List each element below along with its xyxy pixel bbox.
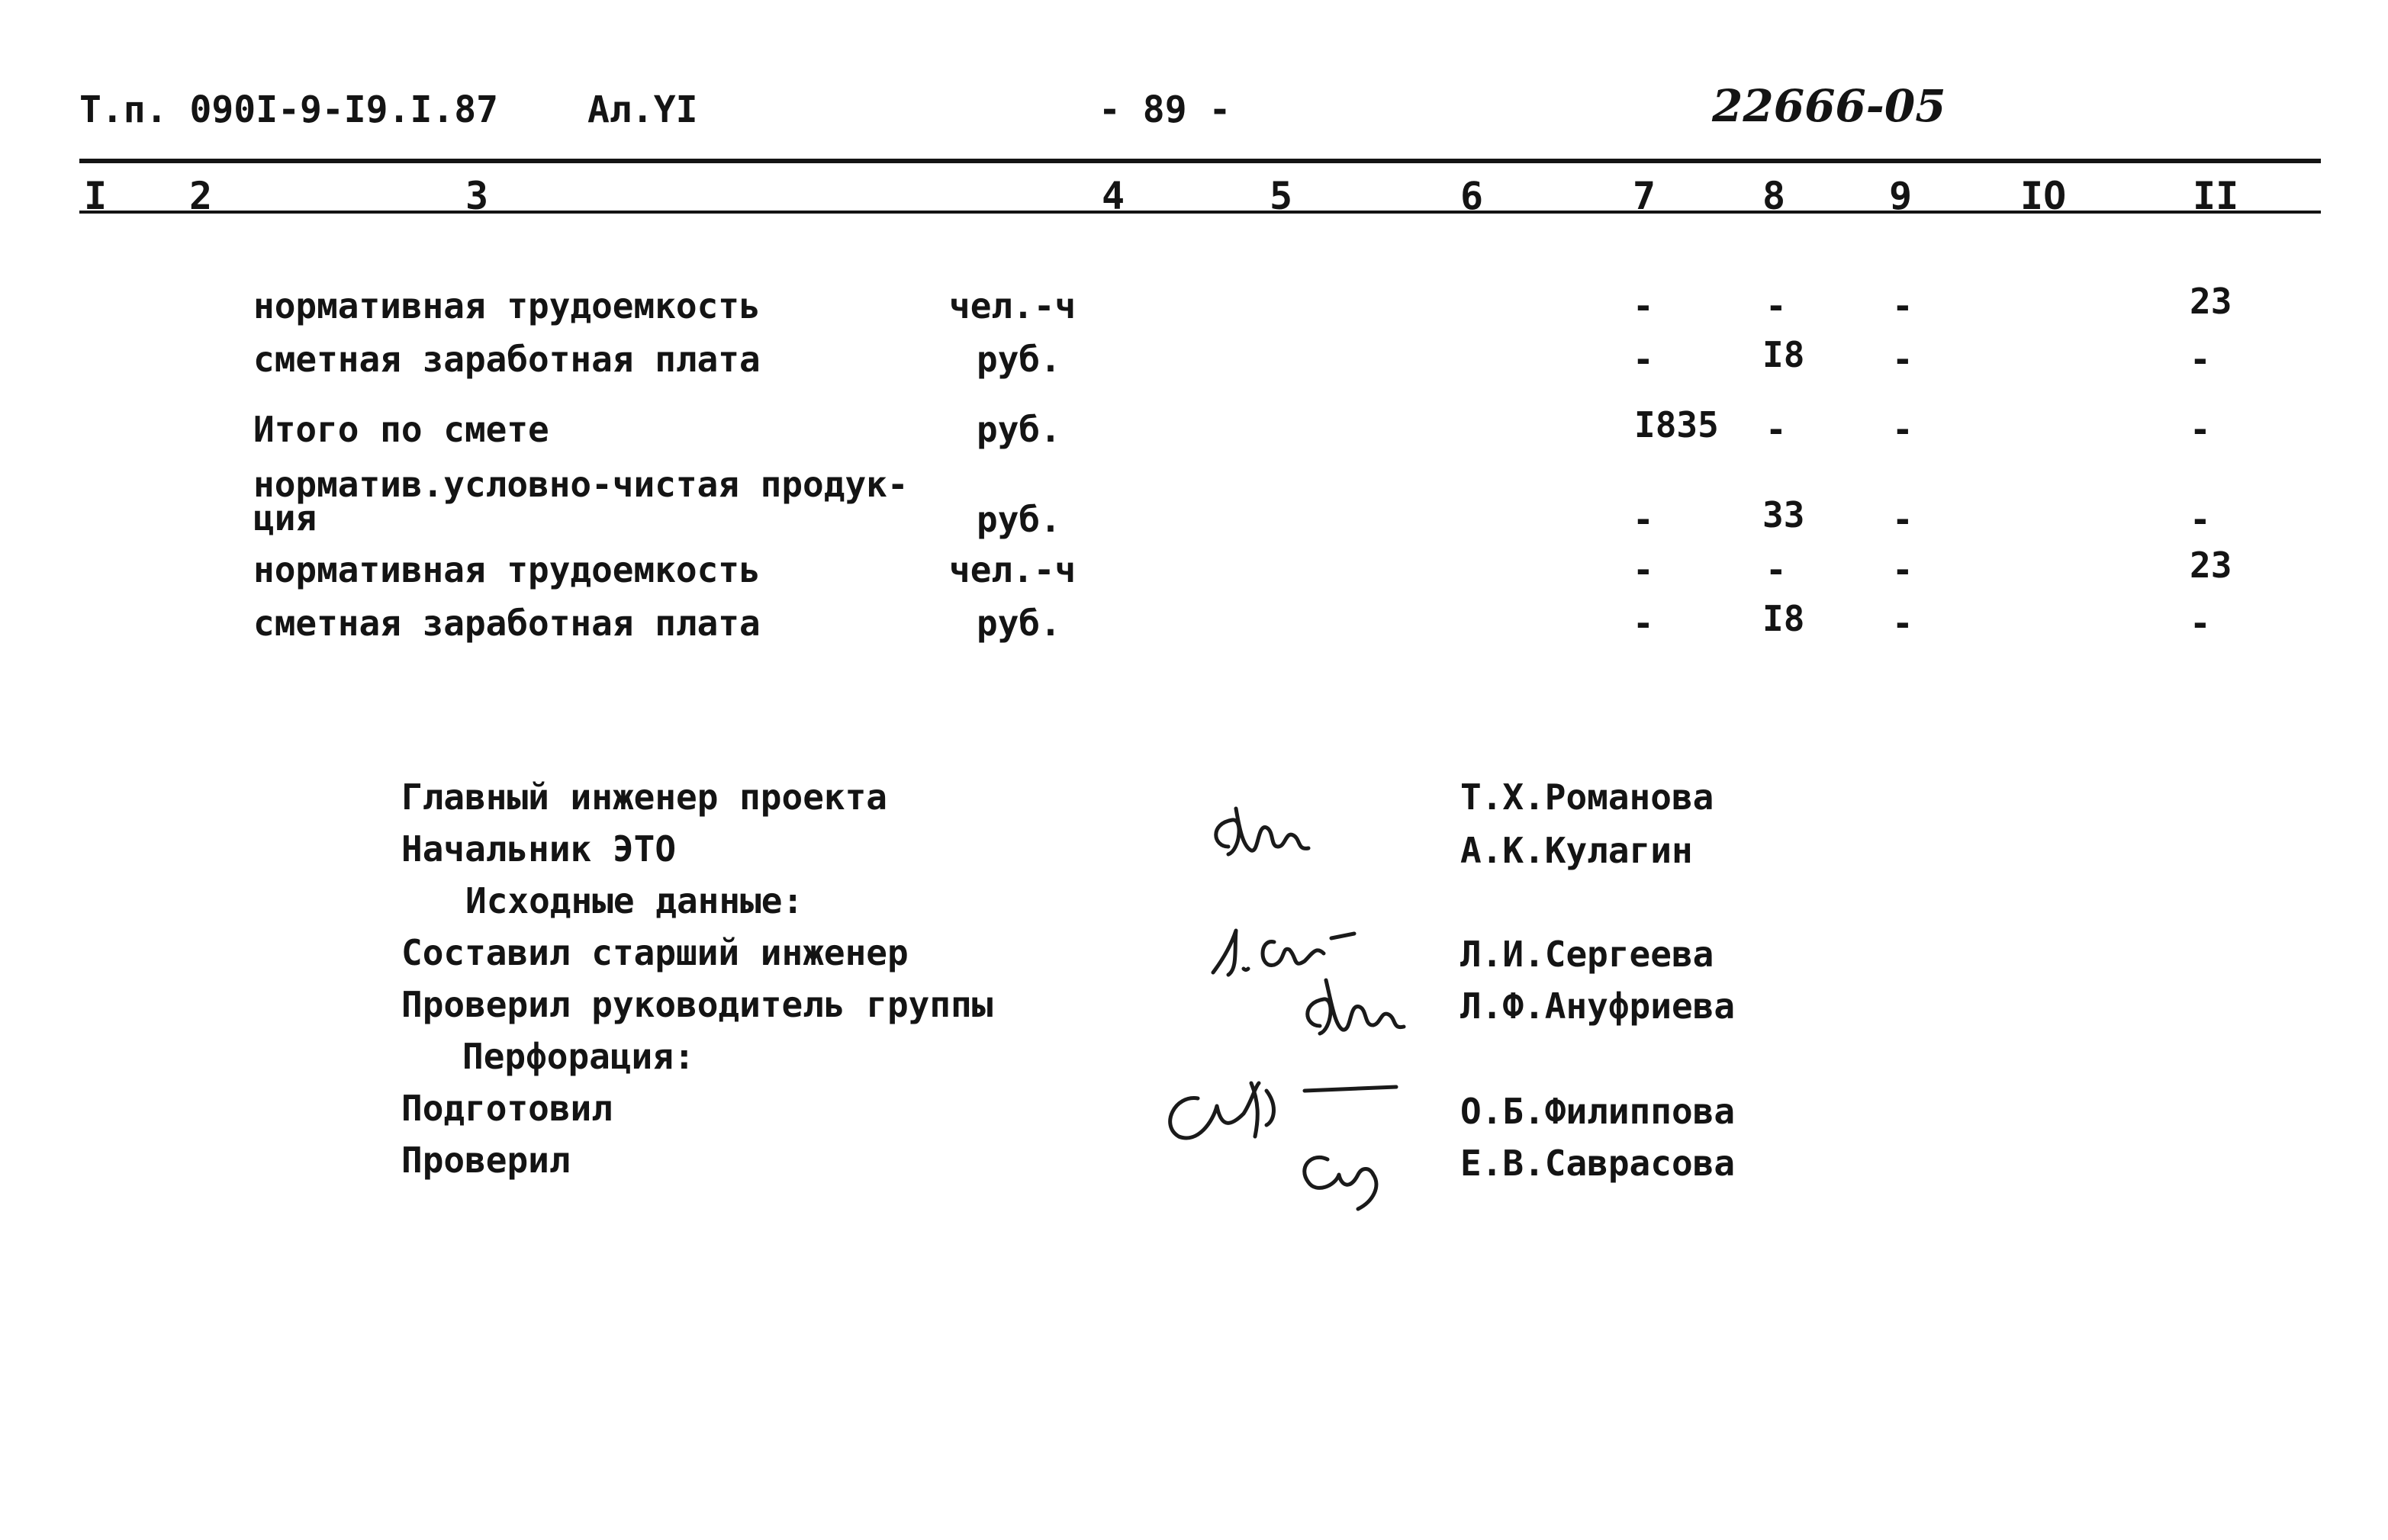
column-number: 5 — [1270, 174, 1293, 218]
row-label: нормативная трудоемкость — [253, 285, 761, 326]
page-number: - 89 - — [1099, 88, 1231, 131]
signature-mark — [1198, 793, 1335, 885]
row-unit: руб. — [977, 603, 1061, 644]
cell-col9: - — [1892, 339, 1913, 380]
cell-col11: - — [2190, 339, 2211, 380]
cell-col7: - — [1633, 499, 1654, 540]
column-number: 3 — [465, 174, 489, 218]
cell-col9: - — [1892, 409, 1913, 450]
name-prepared-by: О.Б.Филиппова — [1460, 1091, 1736, 1132]
doc-reference: Т.п. 090I-9-I9.I.87 — [79, 88, 499, 131]
row-label: сметная заработная плата — [253, 603, 761, 644]
column-number: 8 — [1762, 174, 1786, 218]
column-number: IO — [2020, 174, 2067, 218]
document-number: 22666-05 — [1712, 80, 1946, 132]
role-checked-group-lead: Проверил руководитель группы — [401, 984, 993, 1025]
cell-col8: - — [1765, 409, 1787, 450]
signature-mark — [1144, 1060, 1411, 1220]
row-unit: чел.-ч — [949, 549, 1077, 590]
row-label: Итого по смете — [253, 409, 549, 450]
row-unit: руб. — [977, 409, 1061, 450]
cell-col9: - — [1892, 499, 1913, 540]
column-number: 9 — [1889, 174, 1913, 218]
header-rule-bottom — [79, 211, 2321, 214]
album-label: Ал.YI — [587, 88, 698, 131]
name-checked-by: Е.В.Саврасова — [1460, 1143, 1736, 1184]
cell-col7: - — [1633, 339, 1654, 380]
name-compiled-by: Л.И.Сергеева — [1460, 934, 1714, 975]
cell-col7: - — [1633, 285, 1654, 326]
cell-col11: - — [2190, 499, 2211, 540]
cell-col8: I8 — [1762, 334, 1805, 375]
cell-col11: 23 — [2190, 545, 2232, 586]
column-number: 7 — [1633, 174, 1656, 218]
row-label: сметная заработная плата — [253, 339, 761, 380]
column-number: II — [2193, 174, 2239, 218]
row-unit: руб. — [977, 339, 1061, 380]
row-label: нормативная трудоемкость — [253, 549, 761, 590]
cell-col11: - — [2190, 603, 2211, 644]
cell-col11: - — [2190, 409, 2211, 450]
source-data-heading: Исходные данные: — [465, 880, 804, 921]
name-checked-group-lead: Л.Ф.Ануфриева — [1460, 985, 1736, 1027]
cell-col9: - — [1892, 603, 1913, 644]
role-compiled-by: Составил старший инженер — [401, 932, 909, 973]
column-number: 4 — [1102, 174, 1125, 218]
row-label-line2: ция — [253, 497, 317, 539]
row-unit: чел.-ч — [949, 285, 1077, 326]
cell-col8: I8 — [1762, 598, 1805, 639]
cell-col11: 23 — [2190, 281, 2232, 322]
cell-col7: - — [1633, 603, 1654, 644]
column-number: 6 — [1460, 174, 1484, 218]
cell-col9: - — [1892, 285, 1913, 326]
role-eto-head: Начальник ЭТО — [401, 828, 677, 870]
cell-col7: I835 — [1634, 404, 1719, 445]
cell-col9: - — [1892, 549, 1913, 590]
column-number: 2 — [189, 174, 213, 218]
header-rule-top — [79, 159, 2321, 163]
signature-mark — [1289, 969, 1427, 1060]
row-label-line1: норматив.условно-чистая продук- — [253, 464, 909, 505]
name-chief-engineer: Т.Х.Романова — [1460, 776, 1714, 818]
column-number: I — [84, 174, 108, 218]
cell-col8: - — [1765, 549, 1787, 590]
role-checked-by: Проверил — [401, 1140, 571, 1181]
cell-col8: 33 — [1762, 494, 1805, 535]
role-chief-engineer: Главный инженер проекта — [401, 776, 887, 818]
cell-col7: - — [1633, 549, 1654, 590]
role-prepared-by: Подготовил — [401, 1088, 613, 1129]
row-unit: руб. — [977, 499, 1061, 540]
perforation-heading: Перфорация: — [462, 1036, 695, 1077]
cell-col8: - — [1765, 285, 1787, 326]
name-eto-head: А.К.Кулагин — [1460, 830, 1693, 871]
